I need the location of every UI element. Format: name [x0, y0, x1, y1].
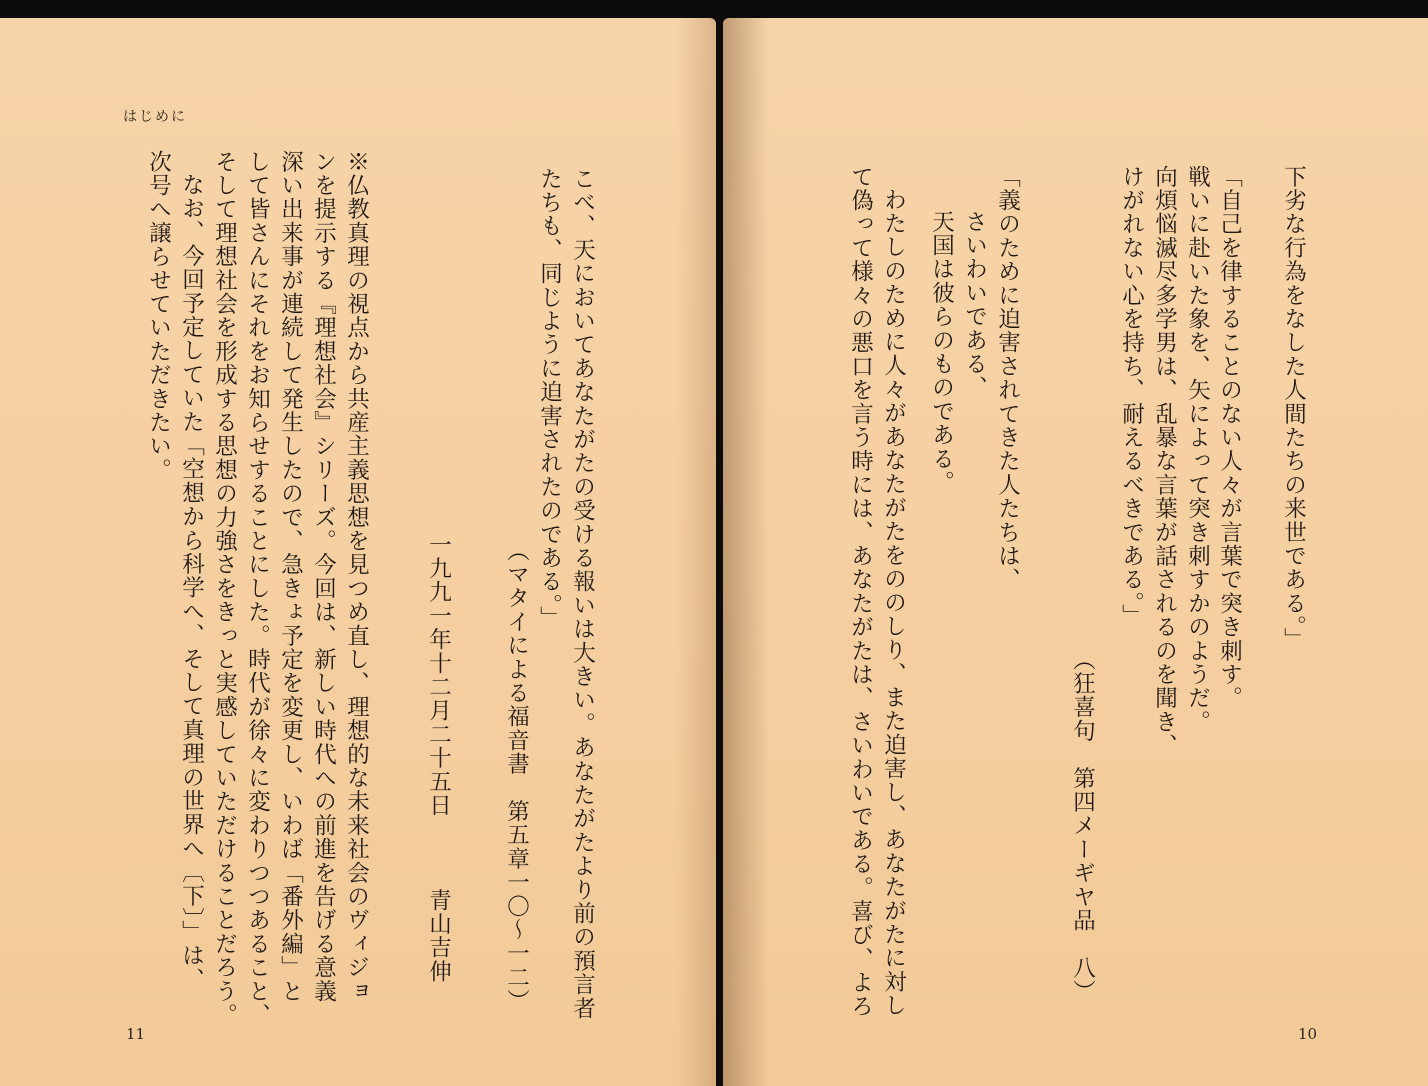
quote-line: さいわいである、	[961, 210, 988, 400]
note-line: そして理想社会を形成する思想の力強さをきっと実感していただけることだろう。	[211, 150, 238, 1027]
citation-line: （狂喜句 第四メーギヤ品 八）	[1069, 648, 1096, 1004]
quote-line: 戦いに赴いた象を、矢によって突き刺すかのようだ。	[1184, 165, 1211, 734]
quote-line: 天国は彼らのものである。	[928, 210, 955, 495]
note-line: して皆さんにそれをお知らせすることにした。時代が徐々に変わりつつあること、	[244, 150, 271, 1027]
quote-line: わたしのために人々があなたがたをののしり、また迫害し、あなたがたに対し	[880, 188, 907, 1018]
note-line: 次号へ譲らせていただきたい。	[145, 150, 172, 482]
quote-line: て偽って様々の悪口を言う時には、あなたがたは、さいわいである。喜び、よろ	[847, 165, 874, 1019]
text-line: 下劣な行為をなした人間たちの来世である。」	[1280, 165, 1307, 652]
note-line: ンを提示する『理想社会』シリーズ。今回は、新しい時代への前進を告げる意義	[310, 150, 337, 1004]
text-line: たちも、同じように迫害されたのである。」	[536, 167, 563, 630]
quote-line: 「義のために迫害されてきた人たちは、	[994, 165, 1021, 592]
citation-line: （マタイによる福音書 第五章一〇～一二）	[503, 539, 530, 1013]
note-line: なお、今回予定していた「空想から科学へ、そして真理の世界へ〔下〕」は、	[178, 173, 205, 992]
date-signature-line: 一九九一年十二月二十五日 青山吉伸	[425, 533, 452, 984]
page-number: 11	[126, 1025, 146, 1043]
running-header: はじめに	[123, 109, 187, 125]
quote-line: 向煩悩滅尽多学男は、乱暴な言葉が話されるのを聞き、	[1151, 165, 1178, 758]
quote-line: けがれない心を持ち、耐えるべきである。」	[1118, 165, 1145, 628]
note-line: 深い出来事が連続して発生したので、急きょ予定を変更し、いわば「番外編」と	[277, 150, 304, 1004]
note-line: ※仏教真理の視点から共産主義思想を見つめ直し、理想的な未来社会のヴィジョ	[343, 150, 370, 1004]
quote-line: 「自己を律することのない人々が言葉で突き刺す。	[1216, 165, 1243, 711]
right-page	[723, 18, 1428, 1086]
text-line: こべ、天においてあなたがたの受ける報いは大きい。あなたがたより前の預言者	[569, 167, 596, 1021]
page-number: 10	[1298, 1025, 1318, 1043]
left-page	[0, 18, 716, 1086]
